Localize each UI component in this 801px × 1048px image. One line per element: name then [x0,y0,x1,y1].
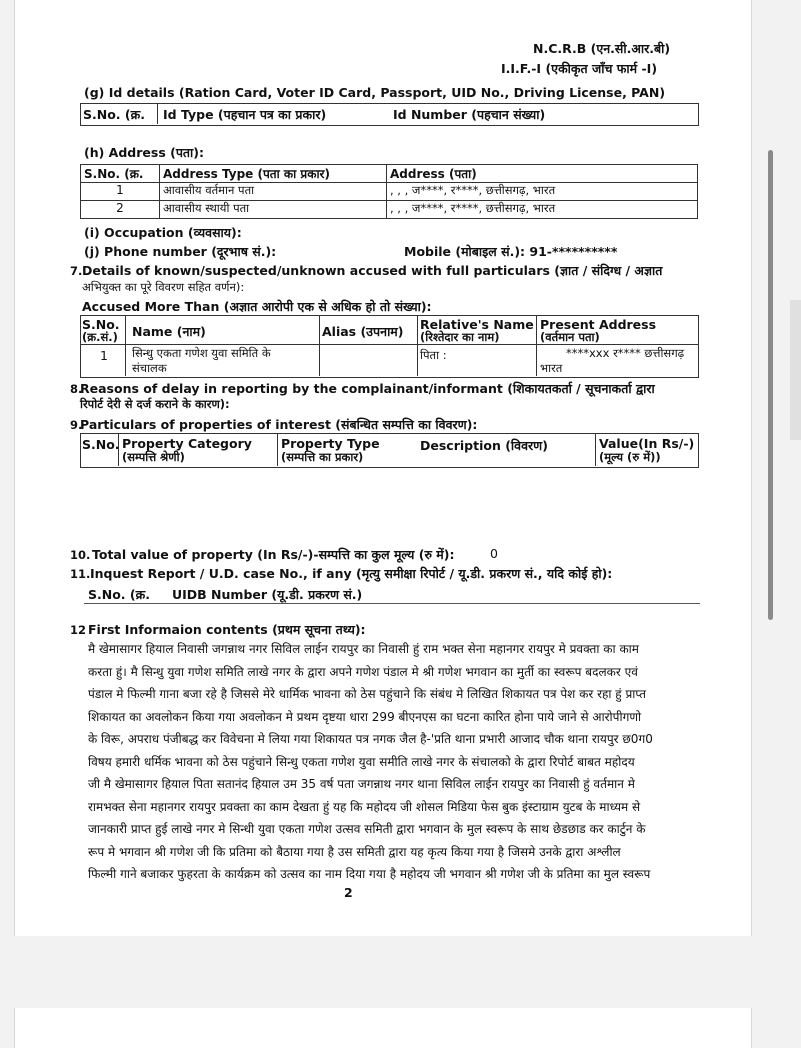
addr-col-sno: S.No. (क्र. [81,165,160,183]
iif-header: I.I.F.-I (एकीकृत जाँच फार्म -I) [501,61,658,76]
accused-col-address: Present Address [540,317,657,332]
fir-line: रामभक्त सेना महानगर रायपुर प्रवक्ता का काम देखता हुं यह कि महोदय जी शोसल मिडिया फेस बुक इंस्टाग्राम युटब के माध्यम से [88,799,641,814]
property-col-category: Property Category [122,436,252,451]
fir-line: विषय हमारी धर्मिक भावना को ठेस पहुंचाने सिन्धु एकता गणेश युवा समीति लाखे नगर के संचालको के द्वारा रिपोर्ट बाबत महोदय [88,754,635,769]
accused-row-address: ****xxx र**** छत्तीसगढ़ [566,346,685,360]
next-document-page [14,1008,752,1048]
section-12-number: 12 [70,623,87,637]
accused-more-than: Accused More Than (अज्ञात आरोपी एक से अधिक हो तो संख्या): [82,299,432,314]
accused-col-sno-hi: (क्र.सं.) [82,330,118,344]
section-11-number: 11. [70,567,91,581]
section-7-subtitle: अभियुक्त का पूरे विवरण सहित वर्णन): [82,280,245,294]
id-col-sno: S.No. (क्र. [83,107,145,122]
accused-col-address-hi: (वर्तमान पता) [540,330,600,344]
id-col-number: Id Number (पहचान संख्या) [393,107,546,122]
section-8-subtitle: रिपोर्ट देरी से दर्ज कराने के कारण): [80,397,230,411]
property-col-description: Description (विवरण) [420,438,548,453]
divider [84,603,700,604]
table-row: 2 आवासीय स्थायी पता , , , ज****, र****, छत्तीसगढ़, भारत [81,201,698,219]
section-9-title: Particulars of properties of interest (संबन्धित सम्पत्ति का विवरण): [80,417,478,432]
ncrb-header: N.C.R.B (एन.सी.आर.बी) [533,41,671,56]
side-panel-handle[interactable] [790,300,801,440]
fir-line: के विरू, अपराध पंजीबद्ध कर विवेचना मे लिया गया शिकायत पत्र नगक जैल है-'प्रति थाना प्रभारी आजाद चौक थाना रायपुर छ0ग0 [88,732,653,746]
table-row: 1 आवासीय वर्तमान पता , , , ज****, र****, छत्तीसगढ़, भारत [81,183,698,201]
mobile-label: Mobile (मोबाइल सं.): 91-********** [404,244,618,259]
accused-col-name: Name (नाम) [132,324,206,339]
accused-row-name-2: संचालक [132,361,167,375]
address-table [80,164,698,219]
phone-label: (j) Phone number (दूरभाष सं.): [84,244,277,259]
section-11-title: Inquest Report / U.D. case No., if any (मृत्यु समीक्षा रिपोर्ट / यू.डी. प्रकरण सं., यदि कोई हो): [90,566,613,581]
fir-line: करता हुं। मै सिन्धु युवा गणेश समिति लाखे नगर के द्वारा अपने गणेश पंडाल मे श्री गणेश भगवान का मुर्ती का स्वरूप बदलकर एवं [88,664,638,679]
section-7-title: Details of known/suspected/unknown accused with full particulars (ज्ञात / संदिग्ध / अज्ञात [82,263,663,278]
accused-col-relative: Relative's Name [420,317,534,332]
section-10-number: 10. [70,548,91,562]
occupation-label: (i) Occupation (व्यवसाय): [84,225,242,240]
inquest-col-sno: S.No. (क्र. [88,587,150,602]
divider [536,316,537,376]
first-information-text [88,638,700,886]
divider [277,434,278,466]
property-col-type-hi: (सम्पत्ति का प्रकार) [281,450,364,464]
accused-row-sno: 1 [100,348,108,363]
divider [80,344,699,345]
divider [595,434,596,466]
fir-line: रूप मे भगवान श्री गणेश जी कि प्रतिमा को बैठाया गया है उस समिती द्वारा यह कृत्य किया गया है जिसमे उनके द्वारा अश्लील [88,844,621,859]
section-10-title: Total value of property (In Rs/-)-सम्पत्ति का कुल मूल्य (रु में): [92,547,455,562]
property-col-value-hi: (मूल्य (रु में)) [599,450,661,464]
addr-col-address: Address (पता) [387,165,698,183]
total-value: 0 [490,546,498,561]
fir-line: शिकायत का अवलोकन किया गया अवलोकन मे प्रथम दृष्टया धारा 299 बीएनएस का घटना कारित होना पाये जाने से आरोपीगणो [88,709,642,724]
divider [417,316,418,376]
accused-row-name: सिन्धु एकता गणेश युवा समिति के [132,346,271,360]
section-8-title: Reasons of delay in reporting by the complainant/informant (शिकायतकर्ता / सूचनाकर्ता द्वारा [80,381,655,396]
fir-line: जी मै खेमासागर हियाल पिता सतानंद हियाल उम 35 वर्ष पता जगन्नाथ नगर थाना सिविल लाईन रायपुर का निवासी हुं वर्तमान मे [88,777,635,791]
scrollbar-thumb[interactable] [768,150,773,620]
addr-col-type: Address Type (पता का प्रकार) [160,165,387,183]
accused-col-sno: S.No. [82,317,120,332]
divider [157,104,158,124]
id-col-type: Id Type (पहचान पत्र का प्रकार) [163,107,327,122]
fir-line: मै खेमासागर हियाल निवासी जगन्नाथ नगर सिविल लाईन रायपुर का निवासी हुं राम भक्त सेना महानगर रायपुर मे प्रवक्ता का काम [88,642,639,656]
section-7-number: 7. [70,264,83,278]
accused-row-address-2: भारत [540,361,563,375]
property-col-category-hi: (सम्पत्ति श्रेणी) [122,450,185,464]
inquest-col-uidb: UIDB Number (यू.डी. प्रकरण सं.) [172,587,363,602]
page-number: 2 [344,885,353,900]
accused-col-relative-hi: (रिश्तेदार का नाम) [420,330,500,344]
property-col-type: Property Type [281,436,380,451]
property-col-value: Value(In Rs/-) [599,436,695,451]
divider [319,316,320,376]
section-9-number: 9. [70,418,83,432]
accused-row-relative: पिता : [420,348,447,362]
accused-col-alias: Alias (उपनाम) [322,324,404,339]
property-col-sno: S.No. [82,437,120,452]
divider [125,316,126,376]
fir-line: पंडाल मे फिल्मी गाना बजा रहे है जिससे मेरे धार्मिक भावना को ठेस पहुंचाने कि संबंध मे लिखित शिकायत पत्र पेश कर रहा हुं प्राप्त [88,687,646,701]
fir-line: फिल्मी गाने बजाकर फुहरता के कार्यक्रम को उत्सव का नाम दिया गया है महोदय जी भगवान श्री गणेश जी के प्रतिमा का मुल स्वरूप [88,867,651,881]
section-12-title: First Informaion contents (प्रथम सूचना तथ्य): [88,622,366,637]
section-g-title: (g) Id details (Ration Card, Voter ID Card, Passport, UID No., Driving License, PAN) [84,85,666,100]
section-8-number: 8. [70,382,83,396]
fir-line: जानकारी प्राप्त हुई लाखे नगर मे सिन्धी युवा एकता गणेश उत्सव समिती द्वारा भगवान के मुल स्वरूप के साथ छेडछाड कर कार्टुन के [88,822,646,836]
section-h-title: (h) Address (पता): [84,145,205,160]
